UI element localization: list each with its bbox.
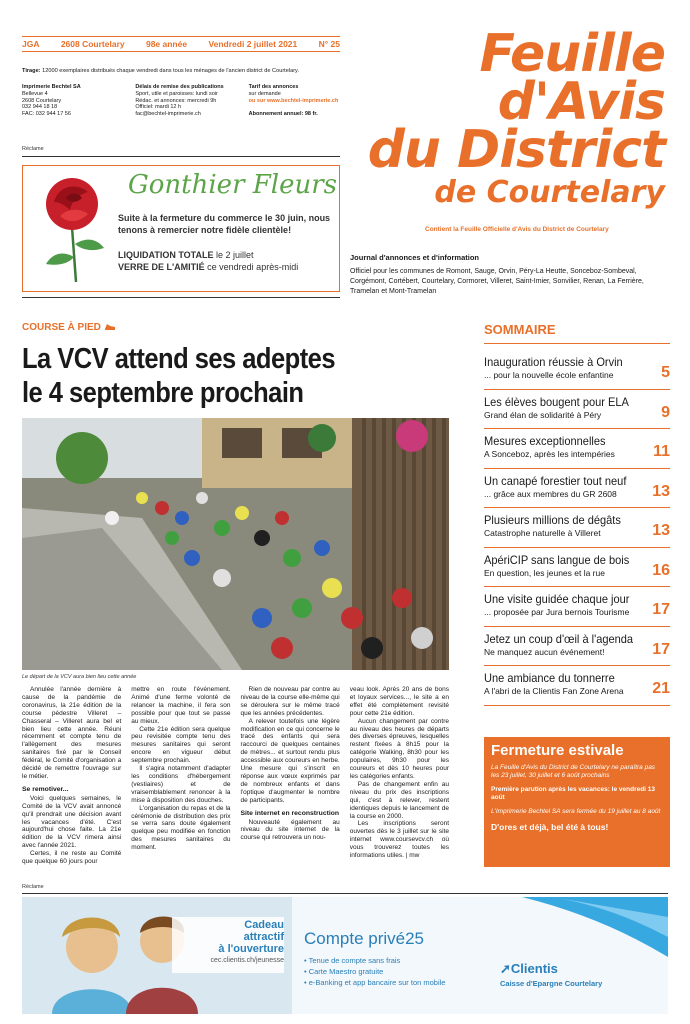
divider — [22, 156, 340, 157]
fermeture-box: Fermeture estivale La Feuille d'Avis du District de Courtelary ne paraîtra pas les 23 juillet, 30 juillet et 6 août prochains Première parution après les vacances: le vendredi 13 août L'Imprimerie Bechtel SA sera fermée du 19 juillet au 8 août D'ores et déjà, bel été à tous! — [484, 737, 670, 867]
photo-caption: Le départ de la VCV aura bien lieu cette année — [22, 674, 137, 680]
sommaire-item[interactable]: Les élèves bougent pour ELA Grand élan de solidarité à Péry 9 — [484, 390, 670, 430]
masthead-logo: Feuille d'Avis du District de Courtelary — [367, 24, 665, 210]
sommaire-item[interactable]: Plusieurs millions de dégâts Catastrophe naturelle à Villeret 13 — [484, 508, 670, 548]
sommaire-title: SOMMAIRE — [484, 322, 670, 344]
sommaire-item[interactable]: Un canapé forestier tout neuf ... grâce aux membres du GR 2608 13 — [484, 469, 670, 509]
clientis-ad[interactable] — [22, 897, 668, 1014]
clientis-arrow-icon: ➚ — [500, 961, 511, 976]
sommaire-item[interactable]: Mesures exceptionnelles A Sonceboz, après les intempéries 11 — [484, 429, 670, 469]
publisher-info — [22, 84, 352, 118]
issue-number: N° 25 — [318, 39, 340, 49]
article-headline: La VCV attend ses adeptes le 4 septembre prochain — [22, 343, 336, 409]
issue-code: JGA — [22, 39, 40, 49]
journal-description: Journal d'annonces et d'information Officiel pour les communes de Romont, Sauge, Orvin, Péry-La Heutte, Sonceboz-Sombeval, Corgémont, Cortébert, Courtelary, Cormoret, Villeret, Saint-Imier, Sonvilier, Renan, La Ferrière, Tramelan et Mont-Tramelan — [350, 253, 644, 295]
clientis-title: Compte privé25 — [304, 929, 425, 948]
gonthier-message: Suite à la fermeture du commerce le 30 juin, nous tenons à remercier notre fidèle clientèle! — [118, 213, 331, 235]
running-shoe-icon — [104, 323, 116, 331]
publisher-rates: Tarif des annonces sur demande ou sur www.bechtel-imprimerie.ch Abonnement annuel: 98 fr. — [248, 84, 339, 118]
article-body — [22, 686, 449, 866]
sommaire-item[interactable]: Inauguration réussie à Orvin ... pour la nouvelle école enfantine 5 — [484, 350, 670, 390]
issue-place: 2608 Courtelary — [60, 39, 125, 49]
reclame-label: Réclame — [22, 884, 44, 890]
issue-info-bar — [22, 36, 340, 52]
article-kicker: COURSE À PIED — [22, 322, 116, 333]
rose-icon — [32, 172, 116, 284]
sommaire-list — [484, 350, 670, 706]
article-column-4: veau look. Après 20 ans de bons et loyaux services..., le site a en effet été complètement revisité pour cette 21e édition. Aucun changement par contre au niveau des heures de départs des diverses épreuves, lesquelles restent fixées à 8h15 pour la catégorie Walking, 8h30 pour les populaires, 9h30 pour les coureurs et dès 10 heures pour les catégories enfants. Pas de changement enfin au niveau du prix des inscriptions qui, c'est à relever, restent identiques depuis le lancement de la course en 2000. Les inscriptions seront ouvertes dès le 3 juillet sur le site internet www.coursevcv.ch où vous trouverez toutes les informations utiles. | mw — [349, 686, 449, 860]
publisher-address: Imprimerie Bechtel SA Bellevue 4 2608 Courtelary 032 944 18 18 FAC: 032 944 17 56 — [22, 84, 81, 118]
sommaire-item[interactable]: Une visite guidée chaque jour ... proposée par Jura bernois Tourisme 17 — [484, 587, 670, 627]
masthead-subtitle: Contient la Feuille Officielle d'Avis du District de Courtelary — [425, 226, 609, 233]
article-column-3: Rien de nouveau par contre au niveau de la course elle-même qui se déroulera sur le même tracé que les années précédentes. A relever toutefois une légère modification en ce qui concerne le tracé des enfants qui sera raccourci de quelques centaines de mètres... et surtout rendu plus accessible aux coureurs en herbe. Une mesure qui s'inscrit en réponse aux vœux exprimés par de nombreux enfants et dans l'optique d'augmenter le nombre de participants. Site internet en reconstruction Nouveauté également au niveau du site internet de la course qui retrouvera un nou- — [240, 686, 340, 842]
gonthier-details: LIQUIDATION TOTALE le 2 juillet VERRE DE L'AMITIÉ ce vendredi après-midi — [118, 250, 299, 272]
article-column-1: Annulée l'année dernière à cause de la pandémie de coronavirus, la 21e édition de la course pédestre Villeret – Chasseral – Villeret aura bel et bien lieu cette année. Réuni récemment et compte tenu de l'allègement des mesures sanitaires fixé par le Conseil fédéral, le Comité d'organisation a décidé de remettre l'ouvrage sur le métier. Se remotiver... Voici quelques semaines, le Comité de la VCV avait annoncé qu'il prendrait une décision avant les vacances d'été. C'est aujourd'hui chose faite. La 21e édition de la VCV rimera ainsi avec l'année 2021. Certes, il ne reste au Comité que quelque 60 jours pour — [22, 686, 122, 866]
gonthier-brand: Gonthier Fleurs — [128, 170, 338, 200]
publisher-deadlines: Délais de remise des publications Sport, utile et paroisses: lundi soir Rédac. et annonces: mercredi 9h Officiel: mardi 12 h fac@bechtel-imprimerie.ch — [135, 84, 224, 118]
sommaire-item[interactable]: Jetez un coup d'œil à l'agenda Ne manquez aucun événement! 17 — [484, 627, 670, 667]
clientis-logo: ➚Clientis — [500, 961, 558, 976]
issue-year: 98e année — [145, 39, 188, 49]
sommaire-item[interactable]: Une ambiance du tonnerre A l'abri de la Clientis Fan Zone Arena 21 — [484, 666, 670, 706]
cadeau-label: Cadeau attractif à l'ouverture cec.clientis.ch/jeunesse — [210, 919, 284, 964]
article-photo — [22, 418, 449, 670]
divider — [22, 893, 668, 894]
article-column-2: mettre en route l'événement. Animé d'une ferme volonté de relancer la machine, il fera son possible pour que tout se passe au mieux. Cette 21e édition sera quelque peu revisitée compte tenu des mesures sanitaires qui seront encore en vigueur début septembre prochain. Il s'agira notamment d'adapter les conditions d'hébergement (vestiaires) et de vraisemblablement renoncer à la mise à disposition des douches. L'organisation du repas et de la cérémonie de distribution des prix se verra sans doute également quelque peu modifiée en fonction des mesures sanitaires du moment. — [131, 686, 231, 852]
clientis-bullets: • Tenue de compte sans frais • Carte Maestro gratuite • e-Banking et app bancaire sur ton mobile — [304, 956, 446, 987]
divider — [22, 297, 340, 298]
clientis-sub: Caisse d'Epargne Courtelary — [500, 979, 603, 988]
tirage-info: Tirage: 12000 exemplaires distribués chaque vendredi dans tous les ménages de l'ancien district de Courtelary. — [22, 68, 299, 74]
sommaire-item[interactable]: ApériCIP sans langue de bois En question, les jeunes et la rue 16 — [484, 548, 670, 588]
issue-date: Vendredi 2 juillet 2021 — [208, 39, 298, 49]
reclame-label: Réclame — [22, 146, 44, 152]
